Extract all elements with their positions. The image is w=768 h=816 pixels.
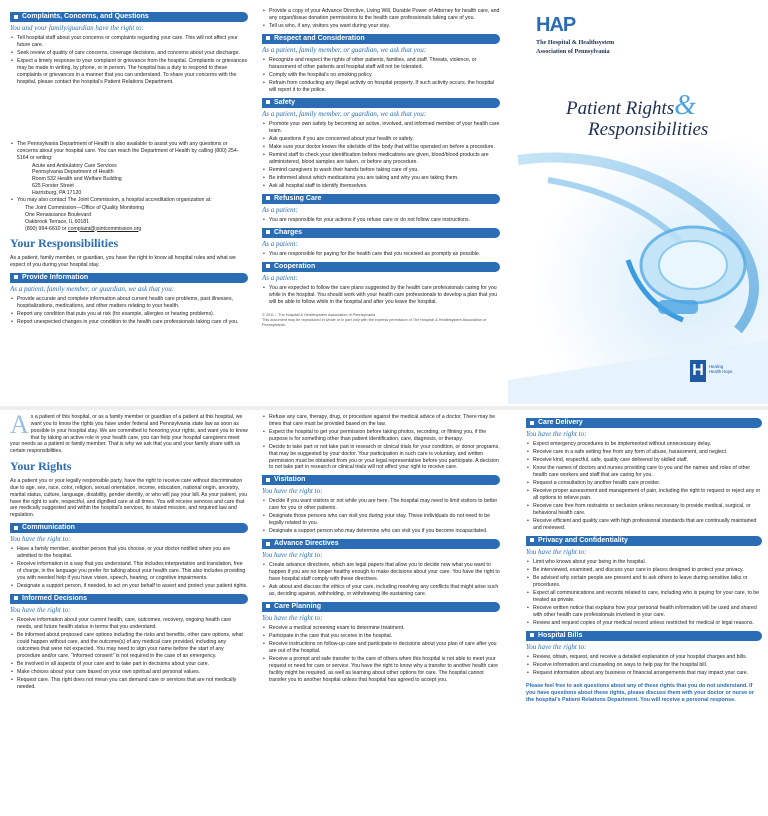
care-delivery-subtitle: You have the right to: xyxy=(526,430,587,438)
communication-list xyxy=(10,546,248,590)
provide-info-list xyxy=(10,296,248,326)
rights-intro-paragraph: As a patient you or your legally responsible party, have the right to receive care without discrimination due to age, sex, race, color, religion, sexual orientation, income, education, national origin, ancestry, marital status, culture, language, disability, gender identity, or who will pay your bill. As your patient, you have the right to safe, respectful, and dignified care at all times. You will receive services and care that are medically suggested and within the hospital’s services, its stated mission, and required law and regulation. xyxy=(10,477,248,519)
list-item: • Report any condition that puts you at risk (for example, allergies or hearing problems). xyxy=(10,311,248,318)
list-item: • Comply with the hospital’s no smoking policy. xyxy=(262,72,500,79)
list-item: • Make choices about your care based on your own spiritual and personal values. xyxy=(10,669,248,676)
list-item: • Expect all communications and records related to care, including who is paying for your care, to be treated as private. xyxy=(526,590,762,604)
visitation-subtitle: You have the right to: xyxy=(262,487,323,496)
list-item: • Refrain from conducting any illegal activity on hospital property. If such activity occurs, the hospital will report it to the police. xyxy=(262,80,500,94)
care-planning-bar: Care Planning xyxy=(262,602,500,612)
list-item: • Be informed about proposed care options including the risks and benefits, other care options, what could happen without care, and the outcome(s) of any medical care provided, including any outcomes that were not expected. You may need to sign your name before the start of any procedure and/or care. “Informed consent” is not required in the case of an emergency. xyxy=(10,632,248,659)
responsibilities-intro: As a patient, family member, or guardian, you have the right to know all hospital rules and what we expect of you during your hospital stay. xyxy=(10,255,236,269)
tjc-email-link[interactable]: complaint@jointcommission.org xyxy=(67,225,142,232)
list-item: • Participate in the care that you receive in the hospital. xyxy=(262,633,500,640)
list-item: • Request information about any business or financial arrangements that may impact your care. xyxy=(526,670,762,677)
list-item: • Limit who knows about your being in the hospital. xyxy=(526,559,762,566)
list-item: • Provide a copy of your Advance Directive, Living Will, Durable Power of Attorney for health care, and any organ/tissue donation permissions to the health care professionals taking care of you. xyxy=(262,8,500,22)
copyright-line: © 2011 – The Hospital & Healthsystem Association of Pennsylvania xyxy=(262,312,376,317)
list-item: • Receive information and counseling on ways to help pay for the hospital bill. xyxy=(526,662,762,669)
advance-directives-subtitle: You have the right to: xyxy=(262,551,323,560)
hap-logo xyxy=(536,12,614,56)
cooperation-subtitle: As a patient: xyxy=(262,273,298,282)
hospital-bills-bar: Hospital Bills xyxy=(526,631,762,641)
charges-bar: Charges xyxy=(262,228,500,238)
list-item: • Make sure your doctor knows the site/side of the body that will be operated on before a procedure. xyxy=(262,144,500,151)
list-item: • Tell us who, if any, visitors you want during your stay. xyxy=(262,23,500,30)
list-item: • Report unexpected changes in your condition to the health care professionals taking care of you. xyxy=(10,319,248,326)
list-item: • Receive information about your current health, care, outcomes, recovery, ongoing health care needs, and future health status in terms that you understand. xyxy=(10,617,248,631)
refusing-care-subtitle: As a patient: xyxy=(262,205,298,214)
list-item: • Designate those persons who can visit you during your stay. These individuals do not need to be legally related to you. xyxy=(262,513,500,527)
cooperation-bar: Cooperation xyxy=(262,262,500,272)
closing-statement: Please feel free to ask questions about any of these rights that you do not understand. If you have questions about these rights, please discuss them with your doctor or nurse or the hospital’s Patient Relations Department. You will receive a personal response. xyxy=(526,682,754,704)
complaints-section-bar: Complaints, Concerns, and Questions xyxy=(10,12,248,22)
hospital-h-icon: H xyxy=(692,362,704,379)
list-item: • Remind staff to check your identification before medications are given, blood/blood products are administered, blood samples are taken, or before any procedure. xyxy=(262,152,500,166)
advance-directives-list xyxy=(262,562,500,597)
list-item: • Receive information in a way that you understand. This includes interpretation and translation, free of charge, in the language you prefer for talking about your health care. This also includes providing you with needed help if you have vision, speech, hearing, or cognitive impairments. xyxy=(10,561,248,582)
cover-title-line1: Patient Rights xyxy=(566,98,675,119)
list-item: • Expect the hospital to get your permission before taking photos, recording, or filming you, if the purpose is for something other than patient identification, care, diagnosis, or therapy. xyxy=(262,429,500,443)
respect-bar: Respect and Consideration xyxy=(262,34,500,44)
list-item: • Receive written notice that explains how your personal health information will be used and shared with other health care professionals involved in your care. xyxy=(526,605,762,619)
list-item: • Receive care in a safe setting free from any form of abuse, harassment, and neglect. xyxy=(526,449,762,456)
list-item: • Request a consultation by another health care provider. xyxy=(526,480,762,487)
list-item: • Receive a medical screening exam to determine treatment. xyxy=(262,625,500,632)
list-item: • Remind caregivers to wash their hands before taking care of you. xyxy=(262,167,500,174)
doh-address xyxy=(10,163,248,197)
provide-info-cont-list xyxy=(262,8,500,30)
address-line: Room 532 Health and Welfare Building xyxy=(32,176,122,183)
hospital-bills-list xyxy=(526,654,762,677)
care-delivery-bar: Care Delivery xyxy=(526,418,762,428)
list-item: • Be involved in all aspects of your care and to take part in decisions about your care. xyxy=(10,661,248,668)
doh-paragraph: • The Pennsylvania Department of Health is also available to assist you with any questions or concerns about your hospital care. You can reach the Department of Health by calling (800) 254-5164 or writing: xyxy=(10,141,248,162)
complaints-list xyxy=(10,35,248,85)
hospital-sign xyxy=(690,360,706,382)
stethoscope-image xyxy=(508,0,768,404)
list-item: • Receive instructions on follow-up care and participate in decisions about your plan of care after you are out of the hospital. xyxy=(262,641,500,655)
tjc-phone: (800) 994-6610 or xyxy=(25,225,68,232)
safety-list xyxy=(262,121,500,190)
complaints-subtitle: You and your family/guardian have the right to: xyxy=(10,24,144,32)
address-line: One Renaissance Boulevard xyxy=(25,211,92,218)
hap-logo-mark: HAP xyxy=(536,14,576,36)
privacy-subtitle: You have the right to: xyxy=(526,547,587,556)
list-item: • Ask all hospital staff to identify themselves. xyxy=(262,183,500,190)
address-line: Pennsylvania Department of Health xyxy=(32,169,114,176)
care-planning-subtitle: You have the right to: xyxy=(262,613,323,622)
list-item: • Recognize and respect the rights of other patients, families, and staff. Threats, violence, or harassment of other patients and hospital staff will not be tolerated. xyxy=(262,57,500,71)
safety-subtitle: As a patient, family member, or guardian, we ask that you: xyxy=(262,109,427,118)
list-item: • Seek review of quality of care concerns, coverage decisions, and concerns about your discharge. xyxy=(10,50,248,57)
informed-decisions-subtitle: You have the right to: xyxy=(10,605,71,614)
charges-subtitle: As a patient: xyxy=(262,239,298,248)
rights-intro-text: s a patient of this hospital, or as a family member or guardian of a patient at this hospital, we want you to know the rights you have under federal and Pennsylvania state law as soon as possible in your hospital stay. We are committed to honoring your rights, and want you to know that by taking an active role in your health care, you can help your hospital caregivers meet your needs as a patient or family member. That is why we ask that you and your family share with us certain responsibilities. xyxy=(10,414,248,455)
address-line: Oakbrook Terrace, IL 60181 xyxy=(25,218,90,225)
address-line: The Joint Commission—Office of Quality Monitoring xyxy=(25,204,144,211)
informed-decisions-cont-list xyxy=(262,414,500,471)
respect-subtitle: As a patient, family member, or guardian, we ask that you: xyxy=(262,45,427,54)
provide-info-subtitle: As a patient, family member, or guardian, we ask that you: xyxy=(10,284,175,293)
org-name-line: The Hospital & Healthsystem xyxy=(536,39,615,47)
care-delivery-list xyxy=(526,441,762,532)
list-item: • Request care. This right does not mean you can demand care or services that are not medically needed. xyxy=(10,677,248,691)
refusing-care-bar: Refusing Care xyxy=(262,194,500,204)
visitation-list xyxy=(262,498,500,535)
list-item: • Create advance directives, which are legal papers that allow you to decide now what you want to happen if you are no longer healthy enough to make decisions about your care. You have the right to have hospital staff comply with these directives. xyxy=(262,562,500,583)
list-item: • Receive kind, respectful, safe, quality care delivered by skilled staff. xyxy=(526,457,762,464)
responsibilities-heading: Your Responsibilities xyxy=(10,236,119,251)
list-item: • Be interviewed, examined, and discuss your care in places designed to protect your privacy. xyxy=(526,567,762,574)
communication-bar: Communication xyxy=(10,523,248,533)
list-item: • Designate a support person, if needed, to act on your behalf to assert and protect your patient rights. xyxy=(10,583,248,590)
hospital-bills-subtitle: You have the right to: xyxy=(526,642,587,651)
list-item: • Have a family member, another person that you choose, or your doctor notified when you are admitted to the hospital. xyxy=(10,546,248,560)
respect-list xyxy=(262,57,500,94)
address-line: 625 Forster Street xyxy=(32,183,74,190)
list-item: • Receive efficient and quality care with high professional standards that are continually maintained and reviewed. xyxy=(526,518,762,532)
cover-title-line2: Responsibilities xyxy=(588,118,709,140)
top-left-panel xyxy=(10,8,248,404)
list-item: • Decide to take part or not take part in research or clinical trials for your condition, or donor programs, that may be suggested by your doctor. Your participation in such care is voluntary, and written permission must be obtained from you or your legal representative before you participate. A decision to not take part in research or clinical trials will not affect your right to receive care. xyxy=(262,444,500,471)
bottom-left-panel xyxy=(10,414,248,814)
address-line: Harrisburg, PA 17120 xyxy=(32,190,82,197)
cover-ampersand: & xyxy=(674,90,696,121)
hospital-tagline: Healing Health Hope. xyxy=(709,364,734,375)
cover-panel xyxy=(508,0,768,404)
list-item: • Provide accurate and complete information about current health care problems, past illnesses, hospitalizations, medications, and other matters relating to your health. xyxy=(10,296,248,310)
list-item: • Decide if you want visitors or not while you are here. The hospital may need to limit visitors to better care for you or other patients. xyxy=(262,498,500,512)
safety-bar: Safety xyxy=(262,98,500,108)
list-item: • Promote your own safety by becoming an active, involved, and informed member of your health care team. xyxy=(262,121,500,135)
rights-heading: Your Rights xyxy=(10,459,72,474)
list-item: • Review and request copies of your medical record unless restricted for medical or legal reasons. xyxy=(526,620,762,627)
list-item: • Receive proper assessment and management of pain, including the right to request or reject any or all options to relieve pain. xyxy=(526,488,762,502)
informed-decisions-bar: Informed Decisions xyxy=(10,594,248,604)
bottom-right-panel xyxy=(526,414,762,814)
provide-info-bar: Provide Information xyxy=(10,273,248,283)
list-item: • You are responsible for your actions if you refuse care or do not follow care instructions. xyxy=(262,217,500,224)
list-item: • Expect emergency procedures to be implemented without unnecessary delay. xyxy=(526,441,762,448)
list-item: • Tell hospital staff about your concerns or complaints regarding your care. This will not affect your future care. xyxy=(10,35,248,49)
advance-directives-bar: Advance Directives xyxy=(262,539,500,549)
list-item: • You are responsible for paying for the health care that you received as promptly as possible. xyxy=(262,251,500,258)
list-item: • Know the names of doctors and nurses providing care to you and the names and roles of other health care workers and staff that are caring for you. xyxy=(526,465,762,479)
copyright-notice: This document may be reproduced in whole or in part only with the express permission of The Hospital & Healthsystem Association of Pennsylvania. xyxy=(262,317,487,327)
rights-intro xyxy=(10,414,248,455)
list-item: • Receive a prompt and safe transfer to the care of others when this hospital is not able to meet your request or need for care or service. You have the right to know why a transfer to another health care facility might be required, as well as learning about other options for care. The hospital cannot transfer you to another hospital unless that hospital has agreed to accept you. xyxy=(262,656,500,683)
bottom-middle-panel xyxy=(262,414,500,814)
list-item: • Be advised why certain people are present and to ask others to leave during sensitive talks or procedures. xyxy=(526,575,762,589)
list-item: • You are expected to follow the care plans suggested by the health care professionals caring for you while in the hospital. You should work with your health care professionals to develop a plan that you will be able to follow while in the hospital and after you leave the hospital. xyxy=(262,285,500,306)
privacy-bar: Privacy and Confidentiality xyxy=(526,536,762,546)
list-item: • Refuse any care, therapy, drug, or procedure against the medical advice of a doctor. There may be times that care must be provided based on the law. xyxy=(262,414,500,428)
list-item: • Review, obtain, request, and receive a detailed explanation of your hospital charges and bills. xyxy=(526,654,762,661)
dropcap-letter: A xyxy=(10,414,29,439)
tjc-contact xyxy=(25,226,248,233)
care-planning-list xyxy=(262,625,500,683)
list-item: • Designate a support person who may determine who can visit you if you become incapacitated. xyxy=(262,528,500,535)
visitation-bar: Visitation xyxy=(262,475,500,485)
privacy-list xyxy=(526,559,762,627)
cover-title xyxy=(566,88,766,142)
list-item: • Receive care free from restraints or seclusion unless necessary to provide medical, surgical, or behavioral health care. xyxy=(526,503,762,517)
top-middle-panel xyxy=(262,8,500,404)
list-item: • Expect a timely response to your complaint or grievance from the hospital. Complaints or grievances may be made in writing, by phone, or in person. The hospital has a duty to respond to these complaints or grievances in a manner that you can understand. To share your concerns with the hospital, please contact the hospital’s Patient Relations Department. xyxy=(10,58,248,85)
list-item: • Ask about and discuss the ethics of your care, including resolving any conflicts that might arise such as, deciding against, withholding, or withdrawing life-sustaining care. xyxy=(262,584,500,598)
tjc-paragraph: • You may also contact The Joint Commission, a hospital accreditation organization at: xyxy=(10,197,248,204)
list-item: • Be informed about which medications you are taking and why you are taking them. xyxy=(262,175,500,182)
informed-decisions-list xyxy=(10,617,248,690)
tjc-address xyxy=(10,205,248,232)
address-line: Acute and Ambulatory Care Services xyxy=(32,162,117,169)
fold-divider xyxy=(0,406,768,410)
list-item: • Ask questions if you are concerned about your health or safety. xyxy=(262,136,500,143)
org-name-line: Association of Pennsylvania xyxy=(536,47,610,55)
communication-subtitle: You have the right to: xyxy=(10,535,71,544)
